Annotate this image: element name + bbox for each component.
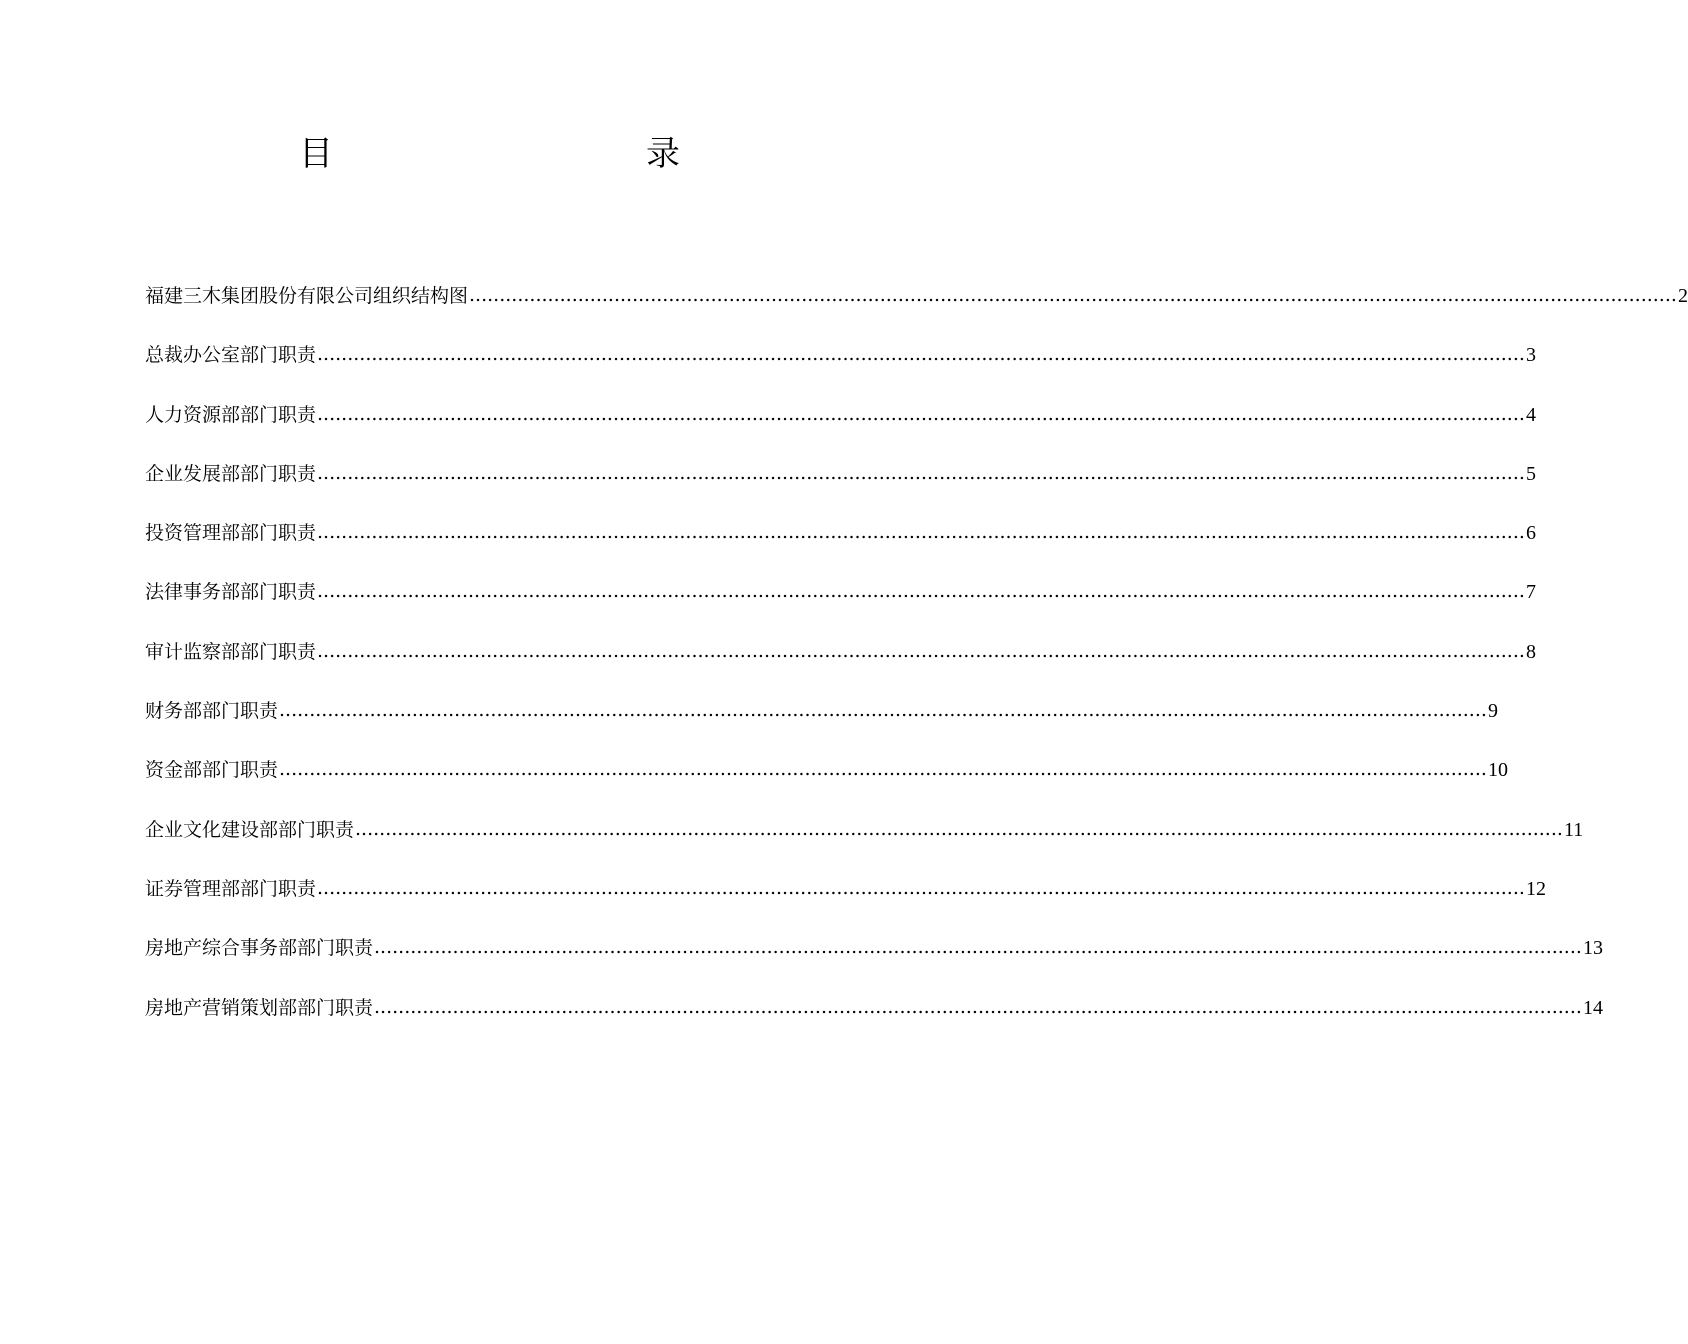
toc-entry-label: 福建三木集团股份有限公司组织结构图 xyxy=(145,285,469,307)
toc-entry-real-estate-affairs[interactable] xyxy=(145,930,1603,989)
toc-dot-leader: ........................................................................................................................................................................................................ xyxy=(279,699,1487,722)
title-char-2: 录 xyxy=(646,134,680,174)
toc-dot-leader: ........................................................................................................................................................................................................ xyxy=(317,343,1525,366)
toc-dot-leader: ........................................................................................................................................................................................................ xyxy=(374,995,1582,1018)
toc-dot-leader: ........................................................................................................................................................................................................ xyxy=(317,521,1525,544)
toc-dot-leader: ........................................................................................................................................................................................................ xyxy=(469,284,1677,306)
toc-entry-label: 审计监察部部门职责 xyxy=(145,640,317,663)
toc-entry-org-chart[interactable] xyxy=(145,278,1688,337)
toc-entry-real-estate-marketing[interactable] xyxy=(145,990,1603,1049)
toc-entry-label: 人力资源部部门职责 xyxy=(145,403,317,426)
toc-page-number: 13 xyxy=(1582,937,1603,960)
toc-page-number: 9 xyxy=(1487,700,1498,723)
toc-entry-human-resources[interactable] xyxy=(145,397,1536,456)
toc-entry-label: 法律事务部部门职责 xyxy=(145,581,317,604)
toc-entry-label: 资金部部门职责 xyxy=(145,759,279,782)
toc-entry-president-office[interactable] xyxy=(145,337,1536,396)
toc-dot-leader: ........................................................................................................................................................................................................ xyxy=(317,876,1525,899)
toc-page-number: 8 xyxy=(1525,640,1536,663)
toc-entry-label: 企业发展部部门职责 xyxy=(145,462,317,485)
title-char-1: 目 xyxy=(299,134,333,174)
toc-page-number: 14 xyxy=(1582,996,1603,1019)
toc-entry-label: 投资管理部部门职责 xyxy=(145,522,317,545)
page-title xyxy=(0,128,950,180)
toc-page-number: 12 xyxy=(1525,877,1546,900)
toc-page-number: 11 xyxy=(1563,818,1584,841)
toc-entry-label: 房地产综合事务部部门职责 xyxy=(145,937,374,960)
toc-entry-legal-affairs[interactable] xyxy=(145,574,1536,633)
toc-entry-audit-supervision[interactable] xyxy=(145,634,1536,693)
toc-dot-leader: ........................................................................................................................................................................................................ xyxy=(279,758,1487,781)
toc-entry-label: 证券管理部部门职责 xyxy=(145,877,317,900)
toc-entry-securities-management[interactable] xyxy=(145,871,1546,930)
toc-entry-capital[interactable] xyxy=(145,752,1508,811)
toc-page-number: 5 xyxy=(1525,462,1536,485)
toc-entry-label: 企业文化建设部部门职责 xyxy=(145,818,355,841)
table-of-contents xyxy=(145,278,1688,1049)
toc-dot-leader: ........................................................................................................................................................................................................ xyxy=(355,817,1563,840)
toc-entry-enterprise-development[interactable] xyxy=(145,456,1536,515)
toc-dot-leader: ........................................................................................................................................................................................................ xyxy=(317,461,1525,484)
toc-dot-leader: ........................................................................................................................................................................................................ xyxy=(374,936,1582,959)
toc-page-number: 4 xyxy=(1525,403,1536,426)
toc-entry-finance[interactable] xyxy=(145,693,1498,752)
toc-dot-leader: ........................................................................................................................................................................................................ xyxy=(317,402,1525,425)
toc-entry-label: 财务部部门职责 xyxy=(145,700,279,723)
toc-page-number: 10 xyxy=(1487,759,1508,782)
toc-dot-leader: ........................................................................................................................................................................................................ xyxy=(317,580,1525,603)
toc-page-number: 6 xyxy=(1525,522,1536,545)
toc-entry-corporate-culture[interactable] xyxy=(145,812,1584,871)
toc-page-number: 7 xyxy=(1525,581,1536,604)
toc-dot-leader: ........................................................................................................................................................................................................ xyxy=(317,639,1525,662)
toc-entry-label: 总裁办公室部门职责 xyxy=(145,344,317,367)
toc-entry-label: 房地产营销策划部部门职责 xyxy=(145,996,374,1019)
toc-entry-investment-management[interactable] xyxy=(145,515,1536,574)
toc-page-number: 3 xyxy=(1525,344,1536,367)
toc-page-number: 2 xyxy=(1677,285,1688,307)
